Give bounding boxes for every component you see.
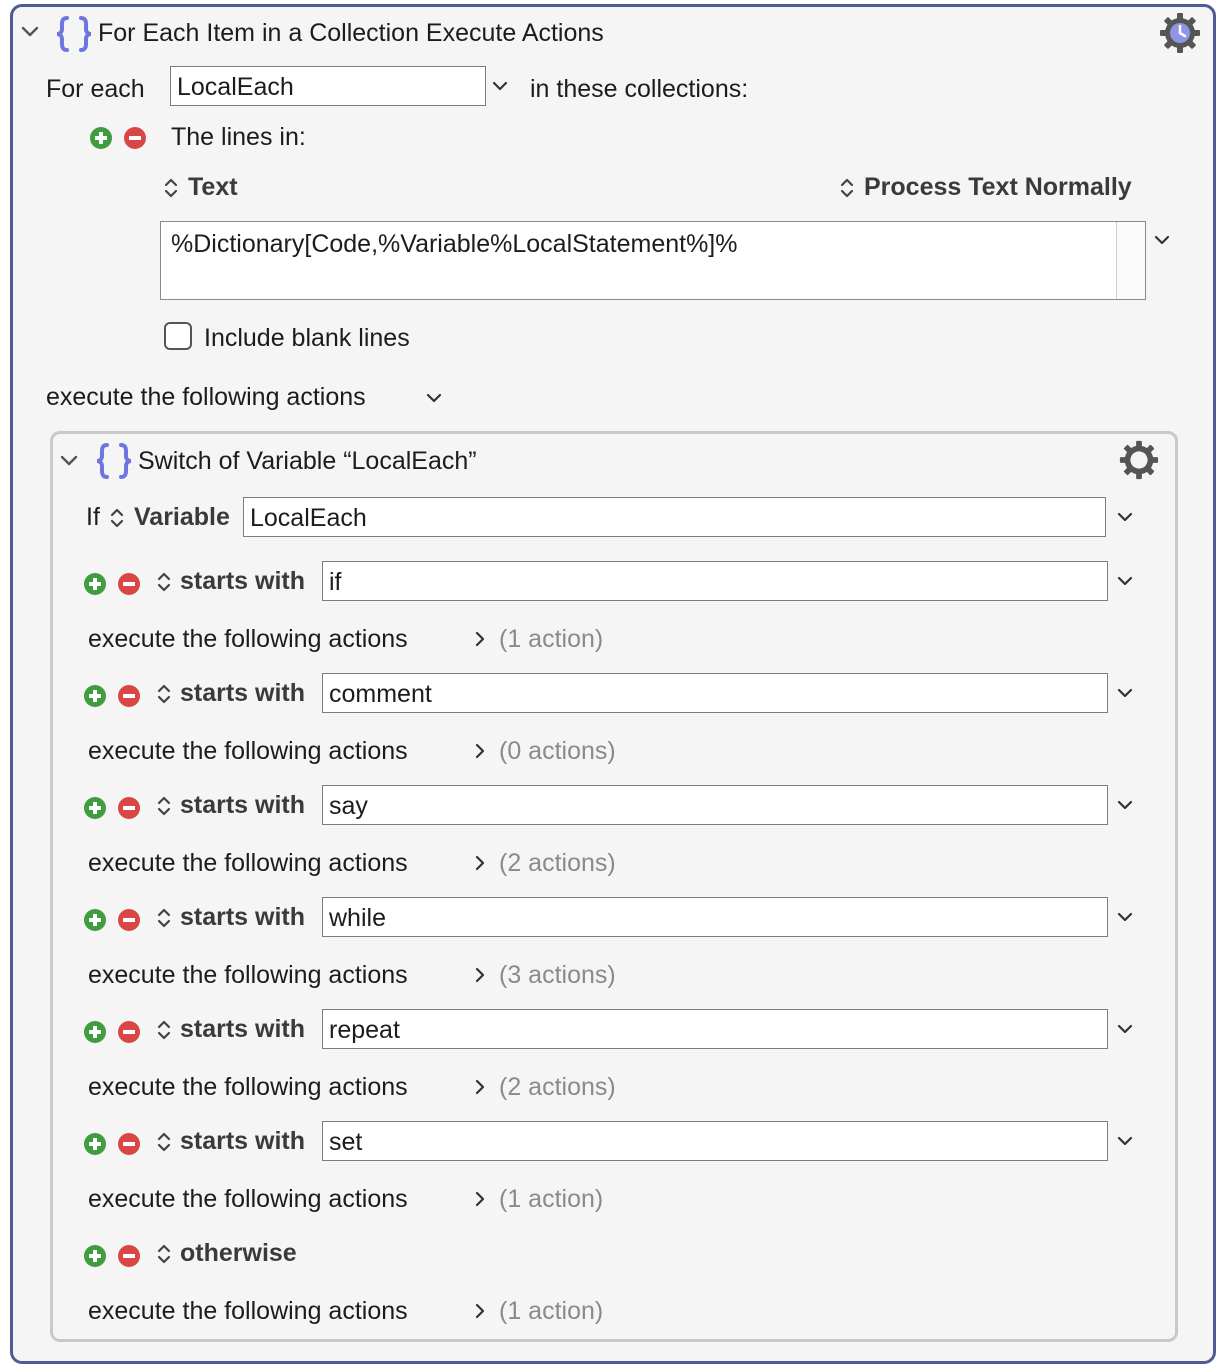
chevron-right-icon[interactable]: [473, 1190, 487, 1208]
remove-case-icon[interactable]: [117, 908, 141, 932]
text-area-value[interactable]: %Dictionary[Code,%Variable%LocalStatement%]%: [171, 230, 738, 258]
text-area[interactable]: [160, 221, 1146, 300]
case-execute-label: execute the following actions: [88, 961, 408, 989]
add-icon[interactable]: [89, 126, 113, 150]
for-each-label: For each: [46, 75, 145, 103]
case-menu-chevron-icon[interactable]: [1116, 799, 1134, 813]
case-value-field[interactable]: comment: [322, 673, 1108, 713]
add-case-icon[interactable]: [83, 1020, 107, 1044]
case-condition-popup[interactable]: starts with: [180, 679, 306, 707]
add-case-icon[interactable]: [83, 1244, 107, 1268]
case-execute-label: execute the following actions: [88, 1185, 408, 1213]
case-execute-label: execute the following actions: [88, 1297, 408, 1325]
in-collections-label: in these collections:: [530, 75, 749, 103]
updown-icon[interactable]: [155, 682, 173, 706]
include-blank-checkbox[interactable]: [164, 322, 192, 350]
case-condition-popup[interactable]: starts with: [180, 791, 306, 819]
case-action-count[interactable]: (3 actions): [499, 961, 616, 989]
source-popup[interactable]: Variable: [134, 503, 230, 531]
case-value-field[interactable]: repeat: [322, 1009, 1108, 1049]
disclosure-chevron-icon[interactable]: [59, 453, 79, 469]
case-value-field[interactable]: while: [322, 897, 1108, 937]
case-menu-chevron-icon[interactable]: [1116, 1135, 1134, 1149]
switch-title: Switch of Variable “LocalEach”: [138, 447, 477, 475]
case-action-count[interactable]: (1 action): [499, 1297, 604, 1325]
case-condition-popup[interactable]: starts with: [180, 1127, 306, 1155]
add-case-icon[interactable]: [83, 572, 107, 596]
updown-icon[interactable]: [155, 1242, 173, 1266]
chevron-right-icon[interactable]: [473, 1078, 487, 1096]
case-menu-chevron-icon[interactable]: [1116, 1023, 1134, 1037]
updown-icon[interactable]: [108, 506, 126, 530]
execute-label: execute the following actions: [46, 383, 366, 411]
chevron-right-icon[interactable]: [473, 742, 487, 760]
disclosure-chevron-icon[interactable]: [20, 24, 40, 40]
include-blank-label: Include blank lines: [204, 324, 410, 352]
case-value-field[interactable]: set: [322, 1121, 1108, 1161]
chevron-right-icon[interactable]: [473, 854, 487, 872]
case-execute-label: execute the following actions: [88, 1073, 408, 1101]
remove-case-icon[interactable]: [117, 1244, 141, 1268]
case-value-field[interactable]: say: [322, 785, 1108, 825]
gear-icon[interactable]: [1118, 439, 1160, 481]
braces-icon: [55, 14, 93, 54]
case-condition-popup[interactable]: starts with: [180, 903, 306, 931]
chevron-right-icon[interactable]: [473, 1302, 487, 1320]
variable-menu-chevron-icon[interactable]: [1116, 511, 1134, 525]
updown-icon[interactable]: [838, 176, 856, 200]
case-execute-label: execute the following actions: [88, 849, 408, 877]
variable-field[interactable]: LocalEach: [170, 66, 486, 106]
case-condition-popup[interactable]: starts with: [180, 567, 306, 595]
remove-case-icon[interactable]: [117, 684, 141, 708]
case-menu-chevron-icon[interactable]: [1116, 911, 1134, 925]
text-area-scrollbar[interactable]: [1116, 222, 1145, 299]
case-action-count[interactable]: (1 action): [499, 625, 604, 653]
process-text-popup[interactable]: Process Text Normally: [864, 173, 1132, 201]
case-action-count[interactable]: (0 actions): [499, 737, 616, 765]
case-menu-chevron-icon[interactable]: [1116, 575, 1134, 589]
case-action-count[interactable]: (2 actions): [499, 1073, 616, 1101]
gear-clock-icon[interactable]: [1158, 11, 1202, 55]
collection-label: The lines in:: [171, 123, 306, 151]
updown-icon[interactable]: [155, 570, 173, 594]
case-execute-label: execute the following actions: [88, 625, 408, 653]
add-case-icon[interactable]: [83, 684, 107, 708]
remove-case-icon[interactable]: [117, 1132, 141, 1156]
text-popup[interactable]: Text: [188, 173, 238, 201]
add-case-icon[interactable]: [83, 796, 107, 820]
action-title: For Each Item in a Collection Execute Actions: [98, 19, 604, 47]
if-label: If: [86, 503, 100, 531]
case-action-count[interactable]: (2 actions): [499, 849, 616, 877]
updown-icon[interactable]: [155, 794, 173, 818]
switch-variable-field[interactable]: LocalEach: [243, 497, 1106, 537]
remove-case-icon[interactable]: [117, 796, 141, 820]
case-execute-label: execute the following actions: [88, 737, 408, 765]
case-value-field[interactable]: if: [322, 561, 1108, 601]
remove-case-icon[interactable]: [117, 1020, 141, 1044]
chevron-right-icon[interactable]: [473, 630, 487, 648]
add-case-icon[interactable]: [83, 908, 107, 932]
case-condition-popup[interactable]: otherwise: [180, 1239, 297, 1267]
case-action-count[interactable]: (1 action): [499, 1185, 604, 1213]
updown-icon[interactable]: [162, 176, 180, 200]
remove-icon[interactable]: [123, 126, 147, 150]
remove-case-icon[interactable]: [117, 572, 141, 596]
updown-icon[interactable]: [155, 906, 173, 930]
variable-menu-chevron-icon[interactable]: [491, 80, 509, 94]
updown-icon[interactable]: [155, 1130, 173, 1154]
case-condition-popup[interactable]: starts with: [180, 1015, 306, 1043]
text-menu-chevron-icon[interactable]: [1153, 234, 1171, 248]
execute-menu-chevron-icon[interactable]: [425, 392, 443, 406]
braces-icon: [95, 441, 133, 481]
chevron-right-icon[interactable]: [473, 966, 487, 984]
case-menu-chevron-icon[interactable]: [1116, 687, 1134, 701]
add-case-icon[interactable]: [83, 1132, 107, 1156]
updown-icon[interactable]: [155, 1018, 173, 1042]
